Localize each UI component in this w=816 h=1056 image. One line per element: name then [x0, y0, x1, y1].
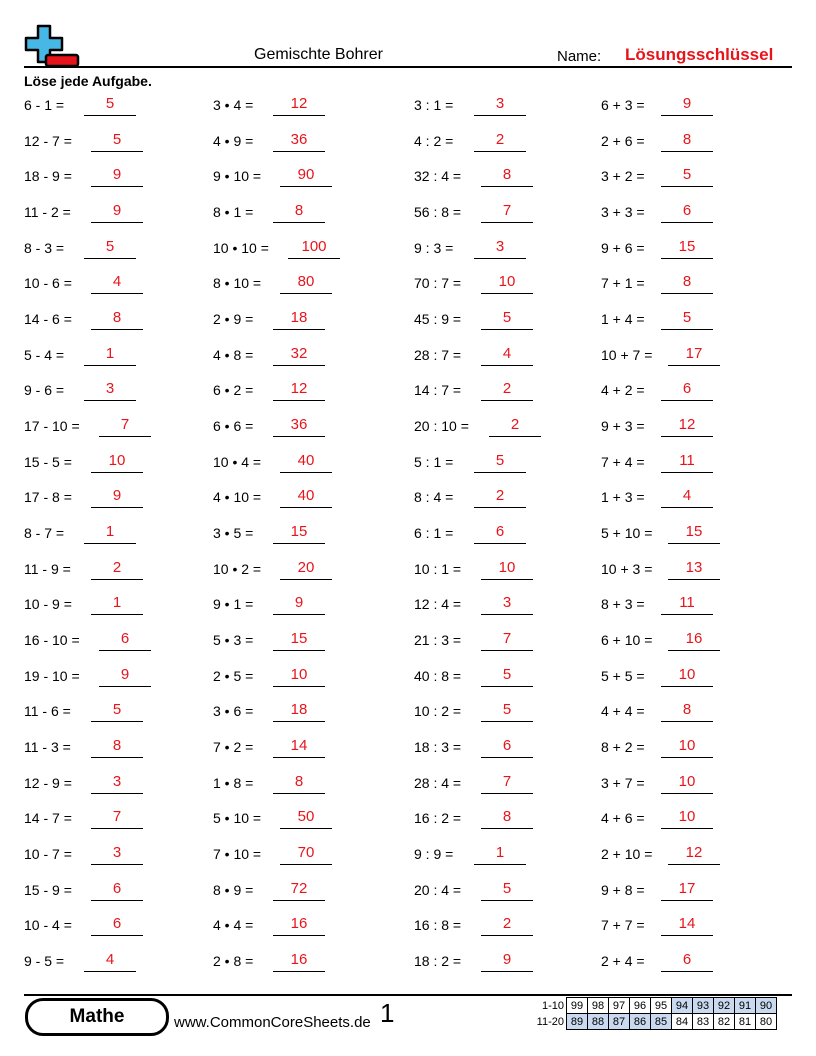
- answer-blank: 16: [273, 949, 325, 972]
- answer-blank: 9: [91, 200, 143, 223]
- answer-blank: 90: [280, 164, 332, 187]
- problem-expression: 5 + 5 =: [601, 667, 645, 684]
- score-cell: 80: [756, 1014, 777, 1030]
- answer-blank: 14: [661, 913, 713, 936]
- answer-blank: 36: [273, 129, 325, 152]
- answer-blank: 7: [481, 628, 533, 651]
- answer-blank: 72: [273, 878, 325, 901]
- answer-blank: 3: [91, 842, 143, 865]
- score-cell: 97: [609, 998, 630, 1014]
- problem-expression: 8 • 9 =: [213, 881, 254, 898]
- problem-expression: 4 • 4 =: [213, 917, 254, 934]
- answer-blank: 7: [481, 771, 533, 794]
- instructions: Löse jede Aufgabe.: [24, 73, 152, 89]
- answer-blank: 2: [474, 485, 526, 508]
- problem-expression: 1 + 3 =: [601, 489, 645, 506]
- score-cell: 91: [735, 998, 756, 1014]
- problem-expression: 18 : 3 =: [414, 739, 462, 756]
- answer-blank: 18: [273, 699, 325, 722]
- answer-blank: 4: [84, 949, 136, 972]
- answer-blank: 16: [273, 913, 325, 936]
- answer-blank: 10: [91, 450, 143, 473]
- problem-expression: 10 - 7 =: [24, 846, 72, 863]
- problem-expression: 4 + 2 =: [601, 382, 645, 399]
- answer-blank: 5: [91, 699, 143, 722]
- answer-blank: 70: [280, 842, 332, 865]
- answer-blank: 8: [273, 771, 325, 794]
- problem-expression: 6 - 1 =: [24, 97, 65, 113]
- problem-expression: 10 + 7 =: [601, 346, 653, 363]
- problem-expression: 6 • 2 =: [213, 382, 254, 399]
- answer-blank: 3: [91, 771, 143, 794]
- score-cell: 88: [588, 1014, 609, 1030]
- answer-blank: 10: [661, 806, 713, 829]
- problem-expression: 11 - 9 =: [24, 560, 71, 577]
- score-cell: 98: [588, 998, 609, 1014]
- worksheet-title: Gemischte Bohrer: [254, 46, 383, 63]
- score-row-label: 1-10: [541, 999, 564, 1012]
- problem-expression: 32 : 4 =: [414, 168, 462, 185]
- answer-blank: 4: [91, 271, 143, 294]
- answer-blank: 100: [288, 236, 340, 259]
- answer-blank: 2: [474, 129, 526, 152]
- answer-blank: 7: [99, 414, 151, 437]
- answer-blank: 9: [99, 664, 151, 687]
- score-cell: 94: [672, 998, 693, 1014]
- answer-blank: 3: [474, 236, 526, 259]
- answer-blank: 5: [481, 699, 533, 722]
- name-value: Lösungsschlüssel: [625, 45, 774, 64]
- problem-expression: 17 - 10 =: [24, 418, 80, 435]
- problem-expression: 6 • 6 =: [213, 418, 254, 435]
- problem-expression: 3 + 3 =: [601, 204, 645, 220]
- problem-expression: 14 : 7 =: [414, 382, 462, 399]
- answer-blank: 8: [481, 164, 533, 187]
- problem-expression: 20 : 4 =: [414, 881, 462, 898]
- problem-expression: 9 + 3 =: [601, 418, 645, 435]
- answer-blank: 15: [273, 521, 325, 544]
- plus-minus-logo-icon: [24, 24, 80, 68]
- answer-blank: 17: [661, 878, 713, 901]
- answer-blank: 32: [273, 343, 325, 366]
- score-cell: 92: [714, 998, 735, 1014]
- score-cell: 82: [714, 1014, 735, 1030]
- problem-expression: 6 + 3 =: [601, 97, 645, 113]
- problem-expression: 10 • 10 =: [213, 239, 269, 256]
- problem-expression: 5 • 10 =: [213, 810, 262, 827]
- answer-blank: 3: [84, 378, 136, 401]
- answer-blank: 17: [668, 343, 720, 366]
- answer-blank: 11: [661, 450, 713, 473]
- problem-expression: 10 - 9 =: [24, 596, 72, 613]
- answer-blank: 2: [481, 913, 533, 936]
- answer-blank: 6: [661, 949, 713, 972]
- problem-expression: 8 • 10 =: [213, 275, 262, 292]
- answer-blank: 8: [91, 307, 143, 330]
- problem-expression: 3 • 5 =: [213, 525, 254, 542]
- score-cell: 81: [735, 1014, 756, 1030]
- problem-expression: 12 : 4 =: [414, 596, 462, 613]
- answer-blank: 5: [481, 307, 533, 330]
- answer-blank: 4: [481, 343, 533, 366]
- problem-expression: 16 : 2 =: [414, 810, 462, 827]
- problem-expression: 8 + 3 =: [601, 596, 645, 613]
- answer-blank: 15: [668, 521, 720, 544]
- score-row: [530, 998, 777, 1014]
- answer-blank: 12: [273, 378, 325, 401]
- problem-expression: 3 • 6 =: [213, 703, 254, 720]
- answer-blank: 12: [273, 93, 325, 116]
- answer-blank: 5: [661, 164, 713, 187]
- problem-expression: 10 - 6 =: [24, 275, 72, 292]
- problem-expression: 2 + 4 =: [601, 953, 645, 970]
- answer-blank: 6: [661, 378, 713, 401]
- problem-expression: 28 : 4 =: [414, 774, 462, 791]
- answer-blank: 6: [481, 735, 533, 758]
- answer-blank: 20: [280, 557, 332, 580]
- answer-blank: 13: [668, 557, 720, 580]
- problem-expression: 5 - 4 =: [24, 346, 65, 363]
- problem-expression: 9 • 1 =: [213, 596, 254, 613]
- problem-expression: 3 + 2 =: [601, 168, 645, 185]
- score-cell: 85: [651, 1014, 672, 1030]
- answer-blank: 1: [474, 842, 526, 865]
- problem-expression: 7 + 4 =: [601, 453, 645, 470]
- problem-expression: 9 - 5 =: [24, 953, 65, 970]
- answer-blank: 40: [280, 450, 332, 473]
- problem-expression: 11 - 6 =: [24, 703, 71, 720]
- problem-expression: 16 : 8 =: [414, 917, 462, 934]
- problem-expression: 2 + 10 =: [601, 846, 653, 863]
- score-cell: 87: [609, 1014, 630, 1030]
- problem-expression: 21 : 3 =: [414, 632, 462, 649]
- score-cell: 99: [567, 998, 588, 1014]
- problem-expression: 3 + 7 =: [601, 774, 645, 791]
- answer-blank: 9: [273, 592, 325, 615]
- answer-blank: 10: [661, 735, 713, 758]
- problem-expression: 6 : 1 =: [414, 525, 454, 542]
- problem-grid: [0, 93, 816, 983]
- problem-expression: 5 • 3 =: [213, 632, 254, 649]
- problem-expression: 12 - 9 =: [24, 774, 72, 791]
- problem-expression: 18 - 9 =: [24, 168, 72, 185]
- answer-blank: 6: [91, 913, 143, 936]
- problem-expression: 6 + 10 =: [601, 632, 653, 649]
- answer-blank: 8: [481, 806, 533, 829]
- answer-blank: 2: [489, 414, 541, 437]
- answer-blank: 8: [273, 200, 325, 223]
- problem-expression: 8 : 4 =: [414, 489, 454, 506]
- problem-expression: 4 • 8 =: [213, 346, 254, 363]
- answer-blank: 15: [273, 628, 325, 651]
- problem-expression: 12 - 7 =: [24, 132, 72, 149]
- score-cell: 84: [672, 1014, 693, 1030]
- problem-expression: 10 - 4 =: [24, 917, 72, 934]
- answer-blank: 6: [91, 878, 143, 901]
- answer-blank: 9: [91, 485, 143, 508]
- footer-divider: [24, 994, 792, 996]
- answer-blank: 10: [273, 664, 325, 687]
- problem-expression: 2 • 9 =: [213, 311, 254, 328]
- problem-expression: 18 : 2 =: [414, 953, 462, 970]
- problem-expression: 5 + 10 =: [601, 525, 653, 542]
- problem-expression: 9 - 6 =: [24, 382, 65, 399]
- brand-badge: Mathe: [25, 998, 169, 1036]
- answer-blank: 6: [474, 521, 526, 544]
- problem-expression: 17 - 8 =: [24, 489, 72, 506]
- problem-expression: 10 : 1 =: [414, 560, 462, 577]
- problem-expression: 10 • 2 =: [213, 560, 262, 577]
- answer-blank: 10: [661, 771, 713, 794]
- problem-expression: 9 : 3 =: [414, 239, 454, 256]
- site-url: www.CommonCoreSheets.de: [174, 1014, 371, 1031]
- answer-blank: 1: [91, 592, 143, 615]
- problem-expression: 11 - 2 =: [24, 204, 71, 220]
- problem-expression: 1 + 4 =: [601, 311, 645, 328]
- answer-blank: 11: [661, 592, 713, 615]
- answer-blank: 10: [661, 664, 713, 687]
- problem-expression: 7 + 7 =: [601, 917, 645, 934]
- answer-blank: 80: [280, 271, 332, 294]
- score-cell: 86: [630, 1014, 651, 1030]
- answer-blank: 7: [481, 200, 533, 223]
- problem-expression: 28 : 7 =: [414, 346, 462, 363]
- problem-expression: 56 : 8 =: [414, 204, 462, 220]
- problem-expression: 2 • 5 =: [213, 667, 254, 684]
- answer-blank: 4: [661, 485, 713, 508]
- page-number: 1: [380, 998, 395, 1028]
- problem-expression: 3 • 4 =: [213, 97, 254, 113]
- problem-expression: 8 + 2 =: [601, 739, 645, 756]
- score-cell: 90: [756, 998, 777, 1014]
- problem-expression: 10 • 4 =: [213, 453, 262, 470]
- score-cell: 95: [651, 998, 672, 1014]
- answer-blank: 6: [661, 200, 713, 223]
- problem-expression: 1 • 8 =: [213, 774, 254, 791]
- answer-blank: 12: [661, 414, 713, 437]
- answer-blank: 9: [91, 164, 143, 187]
- answer-blank: 8: [661, 271, 713, 294]
- answer-blank: 10: [481, 271, 533, 294]
- problem-expression: 15 - 5 =: [24, 453, 72, 470]
- problem-expression: 3 : 1 =: [414, 97, 454, 113]
- score-cell: 89: [567, 1014, 588, 1030]
- answer-blank: 50: [280, 806, 332, 829]
- problem-expression: 45 : 9 =: [414, 311, 462, 328]
- problem-expression: 7 + 1 =: [601, 275, 645, 292]
- problem-expression: 7 • 10 =: [213, 846, 262, 863]
- answer-blank: 3: [474, 93, 526, 116]
- answer-blank: 1: [84, 521, 136, 544]
- problem-expression: 2 + 6 =: [601, 132, 645, 149]
- answer-blank: 40: [280, 485, 332, 508]
- header-divider: [24, 66, 792, 68]
- score-cell: 83: [693, 1014, 714, 1030]
- problem-expression: 10 + 3 =: [601, 560, 653, 577]
- problem-expression: 5 : 1 =: [414, 453, 454, 470]
- problem-expression: 7 • 2 =: [213, 739, 254, 756]
- answer-blank: 14: [273, 735, 325, 758]
- problem-expression: 70 : 7 =: [414, 275, 462, 292]
- problem-expression: 14 - 7 =: [24, 810, 72, 827]
- problem-expression: 8 - 7 =: [24, 525, 65, 542]
- problem-expression: 4 : 2 =: [414, 132, 454, 149]
- answer-blank: 15: [661, 236, 713, 259]
- problem-expression: 11 - 3 =: [24, 739, 71, 756]
- answer-blank: 6: [99, 628, 151, 651]
- answer-blank: 8: [91, 735, 143, 758]
- answer-blank: 10: [481, 557, 533, 580]
- answer-blank: 1: [84, 343, 136, 366]
- answer-blank: 5: [91, 129, 143, 152]
- answer-blank: 2: [91, 557, 143, 580]
- problem-expression: 10 : 2 =: [414, 703, 462, 720]
- answer-blank: 8: [661, 129, 713, 152]
- problem-expression: 9 + 6 =: [601, 239, 645, 256]
- problem-expression: 9 + 8 =: [601, 881, 645, 898]
- problem-expression: 20 : 10 =: [414, 418, 469, 435]
- problem-expression: 8 - 3 =: [24, 239, 65, 256]
- problem-expression: 14 - 6 =: [24, 311, 72, 328]
- answer-blank: 8: [661, 699, 713, 722]
- score-row-label: 11-20: [536, 1015, 564, 1028]
- answer-blank: 3: [481, 592, 533, 615]
- answer-blank: 9: [481, 949, 533, 972]
- answer-blank: 2: [481, 378, 533, 401]
- answer-blank: 5: [661, 307, 713, 330]
- answer-blank: 5: [84, 93, 136, 116]
- name-label: Name:: [557, 48, 602, 65]
- score-cell: 93: [693, 998, 714, 1014]
- problem-expression: 40 : 8 =: [414, 667, 462, 684]
- answer-blank: 5: [481, 664, 533, 687]
- problem-expression: 4 • 10 =: [213, 489, 262, 506]
- problem-expression: 4 + 6 =: [601, 810, 645, 827]
- answer-blank: 12: [668, 842, 720, 865]
- problem-expression: 8 • 1 =: [213, 204, 254, 220]
- problem-expression: 15 - 9 =: [24, 881, 72, 898]
- problem-expression: 4 • 9 =: [213, 132, 254, 149]
- score-table: [530, 997, 777, 1030]
- answer-blank: 36: [273, 414, 325, 437]
- answer-blank: 16: [668, 628, 720, 651]
- answer-blank: 18: [273, 307, 325, 330]
- problem-expression: 9 : 9 =: [414, 846, 454, 863]
- problem-expression: 19 - 10 =: [24, 667, 80, 684]
- problem-expression: 9 • 10 =: [213, 168, 262, 185]
- answer-blank: 5: [481, 878, 533, 901]
- score-row: [530, 1014, 777, 1030]
- problem-expression: 4 + 4 =: [601, 703, 645, 720]
- problem-expression: 2 • 8 =: [213, 953, 254, 970]
- problem-expression: 16 - 10 =: [24, 632, 80, 649]
- score-cell: 96: [630, 998, 651, 1014]
- answer-blank: 5: [84, 236, 136, 259]
- answer-blank: 5: [474, 450, 526, 473]
- answer-blank: 7: [91, 806, 143, 829]
- answer-blank: 9: [661, 93, 713, 116]
